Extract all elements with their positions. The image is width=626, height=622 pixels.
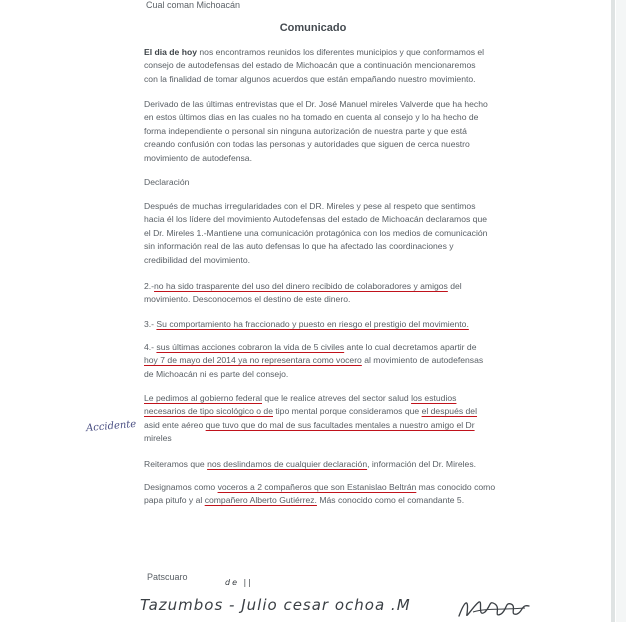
underline-civiles: sus últimas acciones cobraron la vida de 5 civiles bbox=[156, 342, 345, 352]
underline-gobierno: Le pedimos al gobierno federal bbox=[144, 393, 263, 403]
handwritten-small: de || bbox=[225, 578, 253, 587]
scan-edge bbox=[611, 0, 615, 622]
header-line: Cual coman Michoacán bbox=[146, 0, 241, 10]
underline-dinero: no ha sido trasparente del uso del dinero recibido de colaboradores y amigos bbox=[154, 281, 448, 291]
underline-deslindamos: nos deslindamos de cualquier declaración bbox=[207, 459, 368, 469]
underline-companero: compañero Alberto Gutiérrez. bbox=[204, 495, 317, 506]
point-4: 4.- sus últimas acciones cobraron la vida de 5 civiles ante lo cual decretamos apartir de hoy 7 de mayo del 2014 ya no representara como vocero al movimiento de autodefensas de Michoacán ni es parte del consejo. bbox=[144, 342, 484, 379]
underline-voceros: voceros a 2 compañeros que son Estanislao Beltrán bbox=[217, 482, 417, 492]
point-3: 3.- Su comportamiento ha fraccionado y puesto en riesgo el prestigio del movimiento. bbox=[144, 319, 469, 329]
underline-despues: el después del bbox=[421, 406, 478, 417]
intro-bold: El dia de hoy bbox=[144, 47, 198, 57]
paragraph-intro: El dia de hoy nos encontramos reunidos los diferentes municipios y que conformamos el consejo de autodefensas del estado de Michoacán que a continuación mencionaremos con la finalidad de tomar algunos acuerdos que están empañando nuestro movimiento. bbox=[144, 47, 485, 84]
paragraph-gobierno: Le pedimos al gobierno federal que le realice atreves del sector salud los estudios necesarios de tipo sicológico o de tipo mental porque consideramos que el después del asid ente aéreo que tuvo que do mal de sus facultades mentales a nuestro amigo el Dr mireles bbox=[144, 393, 478, 444]
handwritten-name: Tazumbos - Julio cesar ochoa .M bbox=[140, 596, 411, 614]
underline-estudios: los estudios bbox=[411, 393, 457, 403]
signature-scribble bbox=[455, 594, 535, 622]
signature-place: Patscuaro bbox=[147, 572, 188, 582]
paragraph-derivado: Derivado de las últimas entrevistas que el Dr. José Manuel mireles Valverde que ha hecho en estos últimos dias en las cuales no ha tomado en cuenta al consejo y lo ha hecho de forma independiente o personal sin ninguna autorización de nuestra parte y que está creando confusión con todas las personas y autoridades que siguen de cerca nuestro movimiento de autodefensa. bbox=[144, 99, 488, 163]
handwritten-margin-note: Accidente bbox=[85, 418, 137, 435]
underline-sicologico: necesarios de tipo sicológico o de bbox=[144, 406, 273, 417]
scan-edge-outer bbox=[616, 0, 626, 622]
paragraph-despues: Después de muchas irregularidades con el DR. Mireles y pese al respeto que sentimos hacia él los lídere del movimiento Autodefensas del estado de Michoacán declaramos que el Dr. Mireles 1.-Mantiene una comunicación protagónica con los medios de comunicación sin información real de las auto defensas lo que ha afectado las coordinaciones y credibilidad del movimiento. bbox=[144, 201, 488, 265]
heading-declaracion: Declaración bbox=[144, 177, 190, 187]
document-title: Comunicado bbox=[279, 22, 347, 34]
paragraph-reiteramos: Reiteramos que nos deslindamos de cualquier declaración, información del Dr. Mireles. bbox=[144, 459, 476, 469]
underline-facultades: que tuvo que do mal de sus facultades mentales a nuestro amigo el Dr bbox=[205, 419, 475, 430]
underline-vocero: hoy 7 de mayo del 2014 ya no representara como vocero bbox=[144, 355, 362, 366]
underline-comportamiento: Su comportamiento ha fraccionado y puesto en riesgo el prestigio del movimiento. bbox=[156, 319, 469, 329]
paragraph-designamos: Designamos como voceros a 2 compañeros que son Estanislao Beltrán mas conocido como papa pitufo y al compañero Alberto Gutiérrez. Más conocido como el comandante 5. bbox=[144, 482, 496, 506]
point-2: 2.-no ha sido trasparente del uso del dinero recibido de colaboradores y amigos del movimiento. Desconocemos el destino de este dinero. bbox=[144, 281, 462, 305]
